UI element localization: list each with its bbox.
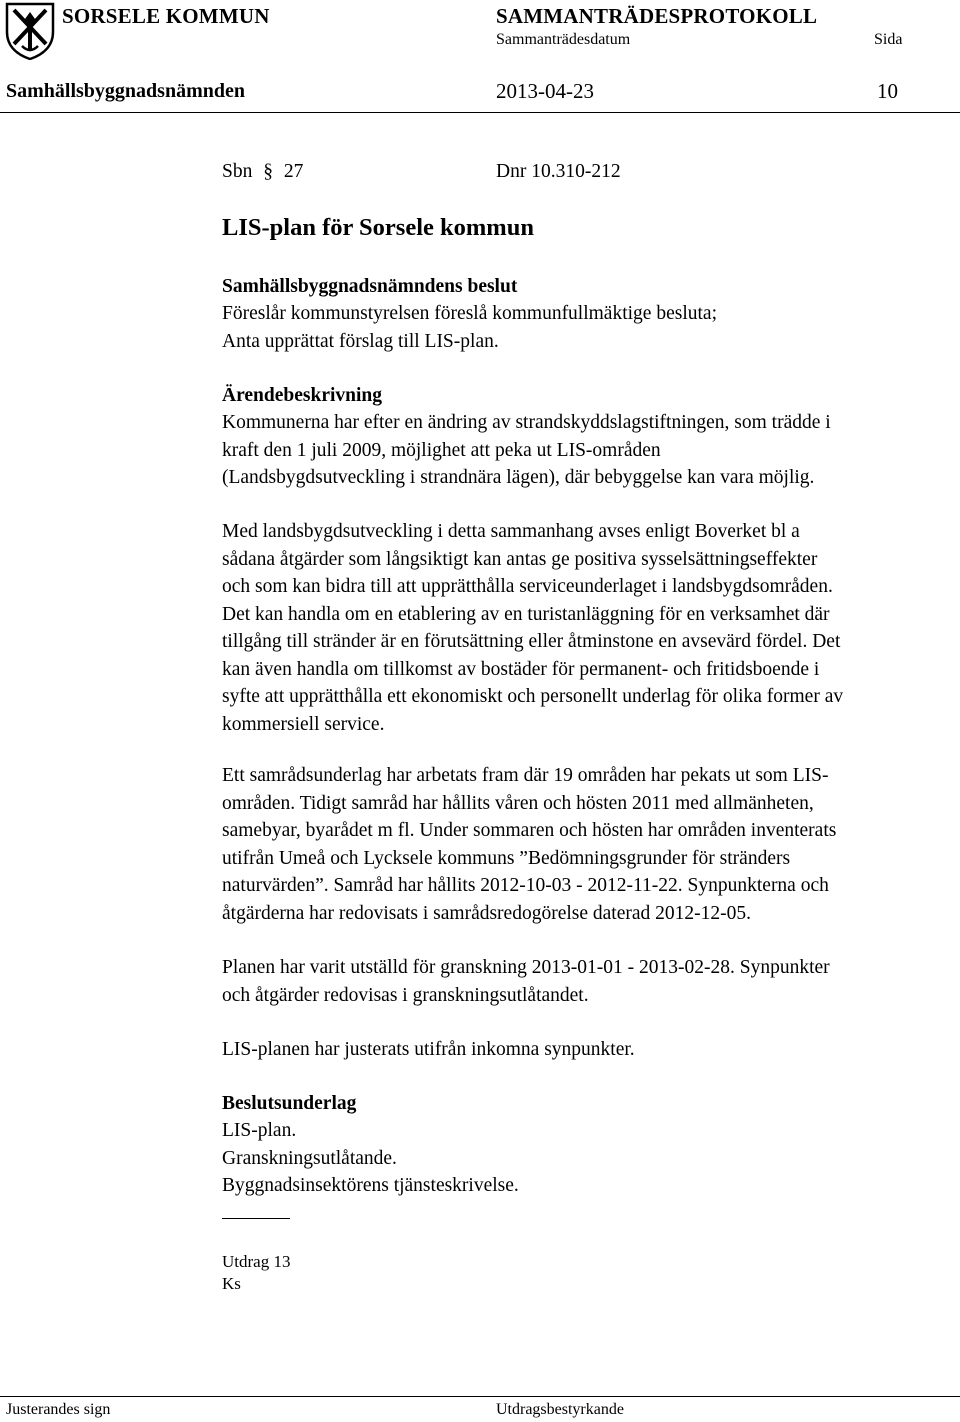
sbn-number: 27 xyxy=(283,161,304,182)
paragraph-line: kan även handla om tillkomst av bostäder för permanent- och fritidsboende i xyxy=(222,658,820,680)
distribution-label: Utdrag 13 xyxy=(222,1252,291,1271)
description-paragraph-2 xyxy=(222,518,843,738)
paragraph-line: LIS-planen har justerats utifrån inkomna synpunkter. xyxy=(222,1039,635,1060)
case-sbn xyxy=(222,158,303,186)
basis-item: Granskningsutlåtande. xyxy=(222,1147,397,1169)
municipality-name: SORSELE KOMMUN xyxy=(62,4,270,28)
description-paragraph-1 xyxy=(222,409,831,492)
paragraph-line: (Landsbygdsutveckling i strandnära lägen), där bebyggelse kan vara möjlig. xyxy=(222,467,815,488)
basis-item: LIS-plan. xyxy=(222,1120,297,1141)
description-paragraph-3 xyxy=(222,762,836,927)
decision-text xyxy=(222,300,717,355)
sbn-label: Sbn xyxy=(222,161,253,182)
paragraph-line: Med landsbygdsutveckling i detta sammanhang avses enligt Boverket bl a xyxy=(222,521,800,542)
paragraph-line: Kommunerna har efter en ändring av strandskyddslagstiftningen, som trädde i xyxy=(222,412,831,433)
separator-rule xyxy=(222,1218,290,1219)
decision-line: Föreslår kommunstyrelsen föreslå kommunfullmäktige besluta; xyxy=(222,303,717,324)
basis-item: Byggnadsinsektörens tjänsteskrivelse. xyxy=(222,1175,519,1196)
paragraph-line: kraft den 1 juli 2009, möjlighet att peka ut LIS-områden xyxy=(222,439,661,461)
committee-name: Samhällsbyggnadsnämnden xyxy=(6,80,245,102)
municipality-crest-logo xyxy=(4,2,56,60)
paragraph-line: Det kan handla om en etablering av en turistanläggning för en verksamhet där xyxy=(222,603,830,625)
page-label: Sida xyxy=(874,31,903,48)
paragraph-line: Ett samrådsunderlag har arbetats fram där 19 områden har pekats ut som LIS- xyxy=(222,765,829,786)
paragraph-line: och åtgärder redovisas i granskningsutlåtandet. xyxy=(222,984,589,1006)
basis-heading: Beslutsunderlag xyxy=(222,1093,357,1114)
paragraph-line: Planen har varit utställd för granskning 2013-01-01 - 2013-02-28. Synpunkter xyxy=(222,957,830,978)
paragraph-line: naturvärden”. Samråd har hållits 2012-10-03 - 2012-11-22. Synpunkterna och xyxy=(222,875,829,896)
footer-divider xyxy=(0,1396,960,1397)
paragraph-line: åtgärderna har redovisats i samrådsredogörelse daterad 2012-12-05. xyxy=(222,902,752,924)
footer-extract-certification: Utdragsbestyrkande xyxy=(496,1401,624,1418)
description-paragraph-4 xyxy=(222,954,830,1009)
description-paragraph-5 xyxy=(222,1036,635,1064)
decision-line: Anta upprättat förslag till LIS-plan. xyxy=(222,330,499,352)
paragraph-line: områden. Tidigt samråd har hållits våren och hösten 2011 med allmänheten, xyxy=(222,792,814,814)
paragraph-line: tillgång till stränder är en förutsättning eller åtminstone en avsevärd fördel. Det xyxy=(222,631,841,652)
section-sign-icon: § xyxy=(263,161,273,182)
header-divider xyxy=(0,112,960,113)
meeting-date-label: Sammanträdesdatum xyxy=(496,31,631,48)
description-heading: Ärendebeskrivning xyxy=(222,385,382,406)
case-title: LIS-plan för Sorsele kommun xyxy=(222,214,534,241)
case-dnr: Dnr 10.310-212 xyxy=(496,161,621,182)
meeting-date: 2013-04-23 xyxy=(496,79,594,103)
paragraph-line: sådana åtgärder som långsiktigt kan antas ge positiva sysselsättningseffekter xyxy=(222,548,818,570)
paragraph-line: och som kan bidra till att upprätthålla serviceunderlaget i landsbygdsområden. xyxy=(222,576,833,597)
paragraph-line: syfte att upprätthålla ett ekonomiskt och personellt underlag för olika former av xyxy=(222,686,844,707)
paragraph-line: samebyar, byarådet m fl. Under sommaren och hösten har områden inventerats xyxy=(222,820,837,841)
distribution-recipient: Ks xyxy=(222,1274,241,1293)
footer-adjuster-signature: Justerandes sign xyxy=(6,1401,111,1418)
paragraph-line: utifrån Umeå och Lycksele kommuns ”Bedömningsgrunder för stränders xyxy=(222,847,791,869)
document-type: SAMMANTRÄDESPROTOKOLL xyxy=(496,4,818,28)
decision-heading: Samhällsbyggnadsnämndens beslut xyxy=(222,276,518,297)
basis-list xyxy=(222,1117,519,1200)
page-number: 10 xyxy=(877,79,898,103)
paragraph-line: kommersiell service. xyxy=(222,713,385,735)
